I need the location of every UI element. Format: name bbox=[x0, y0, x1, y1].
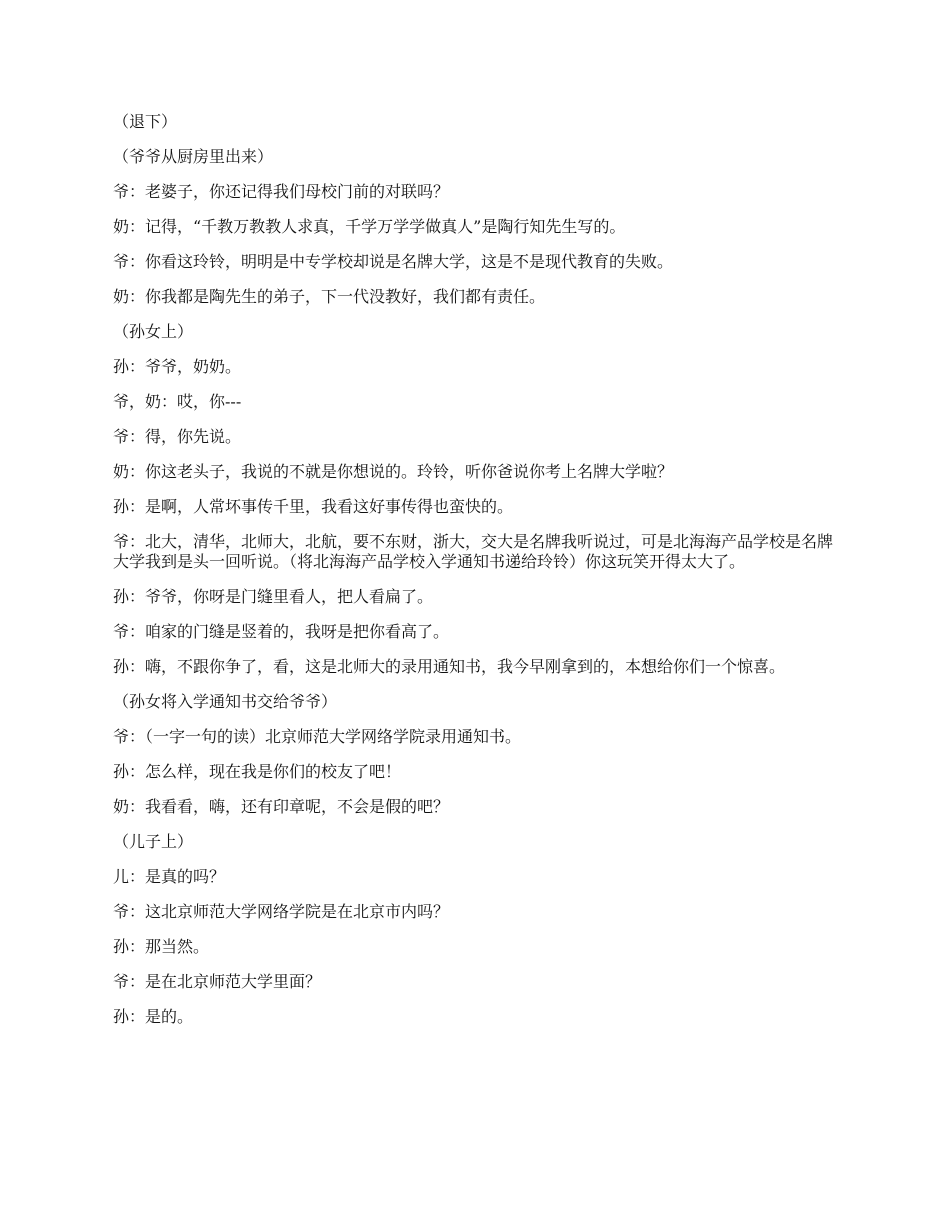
stage-direction: （儿子上） bbox=[113, 832, 194, 851]
dialogue-line: 孙：那当然。 bbox=[113, 937, 210, 956]
dialogue-line: 爷：老婆子，你还记得我们母校门前的对联吗？ bbox=[113, 182, 450, 201]
script-text bbox=[113, 112, 843, 1042]
dialogue-line: 爷：你看这玲铃，明明是中专学校却说是名牌大学，这是不是现代教育的失败。 bbox=[113, 252, 674, 271]
dialogue-line: 孙：怎么样，现在我是你们的校友了吧！ bbox=[113, 762, 402, 781]
stage-direction: （孙女将入学通知书交给爷爷） bbox=[113, 692, 338, 711]
dialogue-line: 儿：是真的吗？ bbox=[113, 867, 226, 886]
dialogue-line: 孙：爷爷，你呀是门缝里看人，把人看扁了。 bbox=[113, 587, 434, 606]
dialogue-line: 孙：爷爷，奶奶。 bbox=[113, 357, 242, 376]
dialogue-line: 爷：咱家的门缝是竖着的，我呀是把你看高了。 bbox=[113, 622, 450, 641]
dialogue-line: 孙：嗨，不跟你争了，看，这是北师大的录用通知书，我今早刚拿到的，本想给你们一个惊喜。 bbox=[113, 657, 786, 676]
dialogue-line: 爷：北大，清华，北师大，北航，要不东财，浙大，交大是名牌我听说过，可是北海海产品学校是名牌大学我到是头一回听说。（将北海海产品学校入学通知书递给玲铃）你这玩笑开得太大了。 bbox=[113, 532, 834, 571]
stage-direction: （爷爷从厨房里出来） bbox=[113, 147, 274, 166]
stage-direction: （孙女上） bbox=[113, 322, 194, 341]
dialogue-line: 奶：记得，“千教万教教人求真，千学万学学做真人”是陶行知先生写的。 bbox=[113, 217, 626, 236]
dialogue-line: 奶：你这老头子，我说的不就是你想说的。玲铃，听你爸说你考上名牌大学啦？ bbox=[113, 462, 674, 481]
dialogue-line: 爷：是在北京师范大学里面？ bbox=[113, 972, 322, 991]
stage-direction: （退下） bbox=[113, 112, 178, 131]
dialogue-line: 奶：你我都是陶先生的弟子，下一代没教好，我们都有责任。 bbox=[113, 287, 546, 306]
dialogue-line: 奶：我看看，嗨，还有印章呢，不会是假的吧？ bbox=[113, 797, 450, 816]
dialogue-line: 爷，奶：哎，你--- bbox=[113, 392, 242, 411]
dialogue-line: 爷：（一字一句的读）北京师范大学网络学院录用通知书。 bbox=[113, 727, 522, 746]
dialogue-line: 孙：是的。 bbox=[113, 1007, 194, 1026]
dialogue-line: 孙：是啊，人常坏事传千里，我看这好事传得也蛮快的。 bbox=[113, 497, 514, 516]
dialogue-line: 爷：这北京师范大学网络学院是在北京市内吗？ bbox=[113, 902, 450, 921]
dialogue-line: 爷：得，你先说。 bbox=[113, 427, 242, 446]
